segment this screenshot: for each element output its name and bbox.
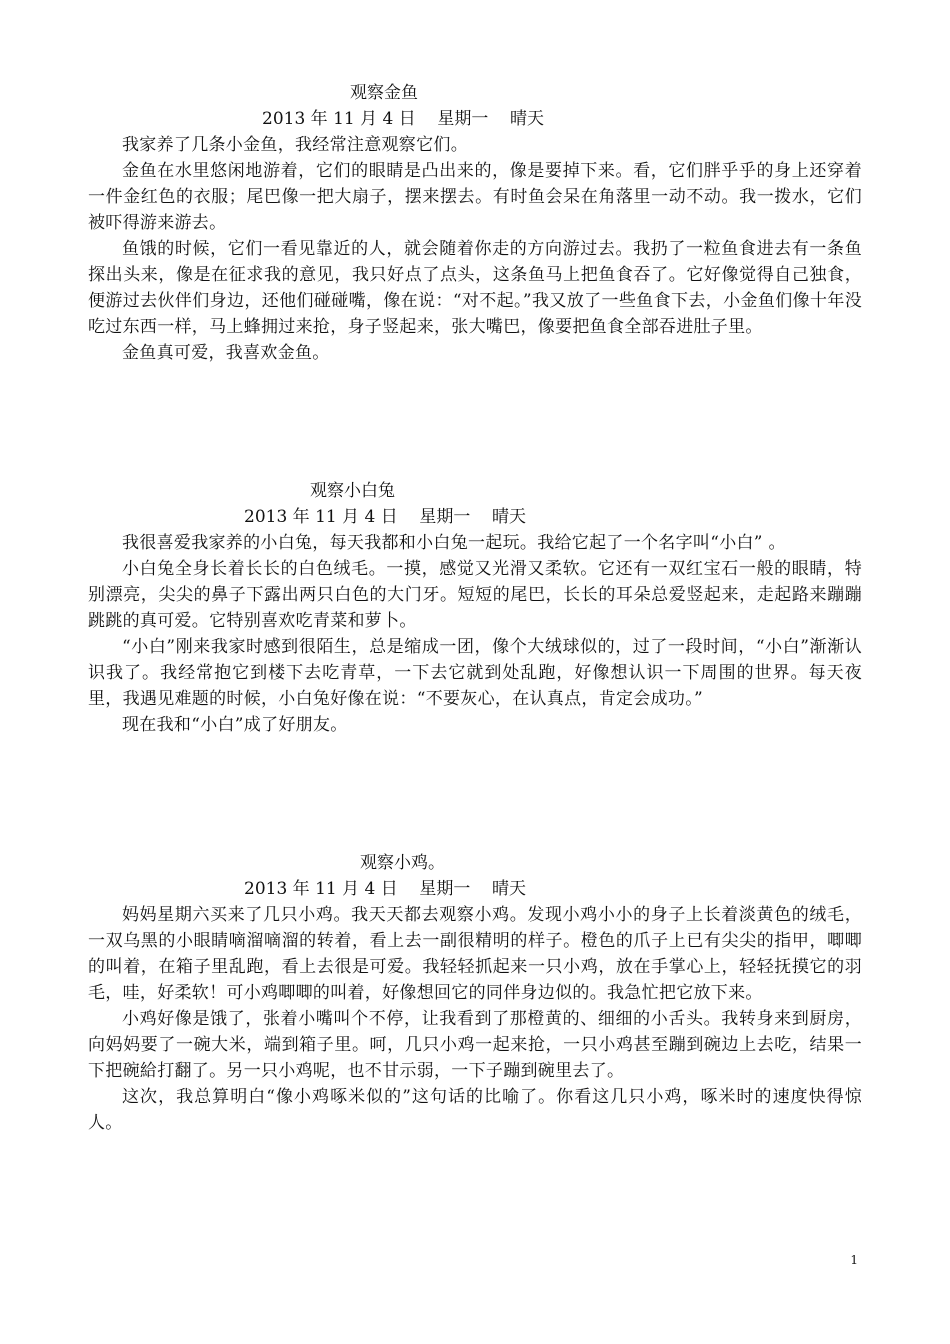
essay-paragraph: 这次，我总算明白“像小鸡啄米似的”这句话的比喻了。你看这几只小鸡，啄米时的速度快得惊人。 — [88, 1087, 862, 1133]
essay-goldfish — [88, 80, 862, 366]
essay-paragraph: 小白兔全身长着长长的白色绒毛。一摸，感觉又光滑又柔软。它还有一双红宝石一般的眼睛，特别漂亮，尖尖的鼻子下露出两只白色的大门牙。短短的尾巴，长长的耳朵总爱竖起来，走起路来蹦蹦跳跳的真可爱。它特别喜欢吃青菜和萝卜。 — [88, 559, 862, 631]
essay-date: 2013 年 11 月 4 日 星期一 晴天 — [244, 507, 526, 527]
essay-date: 2013 年 11 月 4 日 星期一 晴天 — [244, 879, 526, 899]
essay-paragraph: 金鱼在水里悠闲地游着，它们的眼睛是凸出来的，像是要掉下来。看，它们胖乎乎的身上还穿着一件金红色的衣服；尾巴像一把大扇子，摆来摆去。有时鱼会呆在角落里一动不动。我一拨水，它们被吓得游来游去。 — [88, 161, 862, 233]
essay-chicks — [88, 850, 862, 1136]
essay-paragraph: “小白”刚来我家时感到很陌生，总是缩成一团，像个大绒球似的，过了一段时间，“小白”渐渐认识我了。我经常抱它到楼下去吃青草，一下去它就到处乱跑，好像想认识一下周围的世界。每天夜里，我遇见难题的时候，小白兔好像在说：“不要灰心，在认真点，肯定会成功。” — [88, 637, 862, 709]
page-number: 1 — [850, 1253, 858, 1267]
essay-paragraph: 小鸡好像是饿了，张着小嘴叫个不停，让我看到了那橙黄的、细细的小舌头。我转身来到厨房，向妈妈要了一碗大米，端到箱子里。呵，几只小鸡一起来抢，一只小鸡甚至蹦到碗边上去吃，结果一下把碗給打翻了。另一只小鸡呢，也不甘示弱，一下子蹦到碗里去了。 — [88, 1009, 862, 1081]
essay-title: 观察小鸡。 — [360, 853, 445, 873]
essay-paragraph: 鱼饿的时候，它们一看见靠近的人，就会随着你走的方向游过去。我扔了一粒鱼食进去有一条鱼探出头来，像是在征求我的意见，我只好点了点头，这条鱼马上把鱼食吞了。它好像觉得自己独食，便游过去伙伴们身边，还他们碰碰嘴，像在说：“对不起。”我又放了一些鱼食下去，小金鱼们像十年没吃过东西一样，马上蜂拥过来抢，身子竖起来，张大嘴巴，像要把鱼食全部吞进肚子里。 — [88, 239, 862, 337]
essay-date: 2013 年 11 月 4 日 星期一 晴天 — [262, 109, 544, 129]
essay-rabbit — [88, 478, 862, 738]
essay-paragraph: 妈妈星期六买来了几只小鸡。我天天都去观察小鸡。发现小鸡小小的身子上长着淡黄色的绒毛，一双乌黑的小眼睛嘀溜嘀溜的转着，看上去一副很精明的样子。橙色的爪子上已有尖尖的指甲，唧唧的叫着，在箱子里乱跑，看上去很是可爱。我轻轻抓起来一只小鸡，放在手掌心上，轻轻抚摸它的羽毛，哇，好柔软！可小鸡唧唧的叫着，好像想回它的同伴身边似的。我急忙把它放下来。 — [88, 905, 862, 1003]
essay-paragraph: 金鱼真可爱，我喜欢金鱼。 — [122, 343, 330, 363]
essay-title: 观察金鱼 — [350, 83, 418, 103]
essay-title: 观察小白兔 — [310, 481, 395, 501]
essay-paragraph: 我家养了几条小金鱼，我经常注意观察它们。 — [122, 135, 468, 155]
essay-paragraph: 我很喜爱我家养的小白兔，每天我都和小白兔一起玩。我给它起了一个名字叫“小白” 。 — [122, 533, 786, 553]
essay-paragraph: 现在我和“小白”成了好朋友。 — [122, 715, 348, 735]
